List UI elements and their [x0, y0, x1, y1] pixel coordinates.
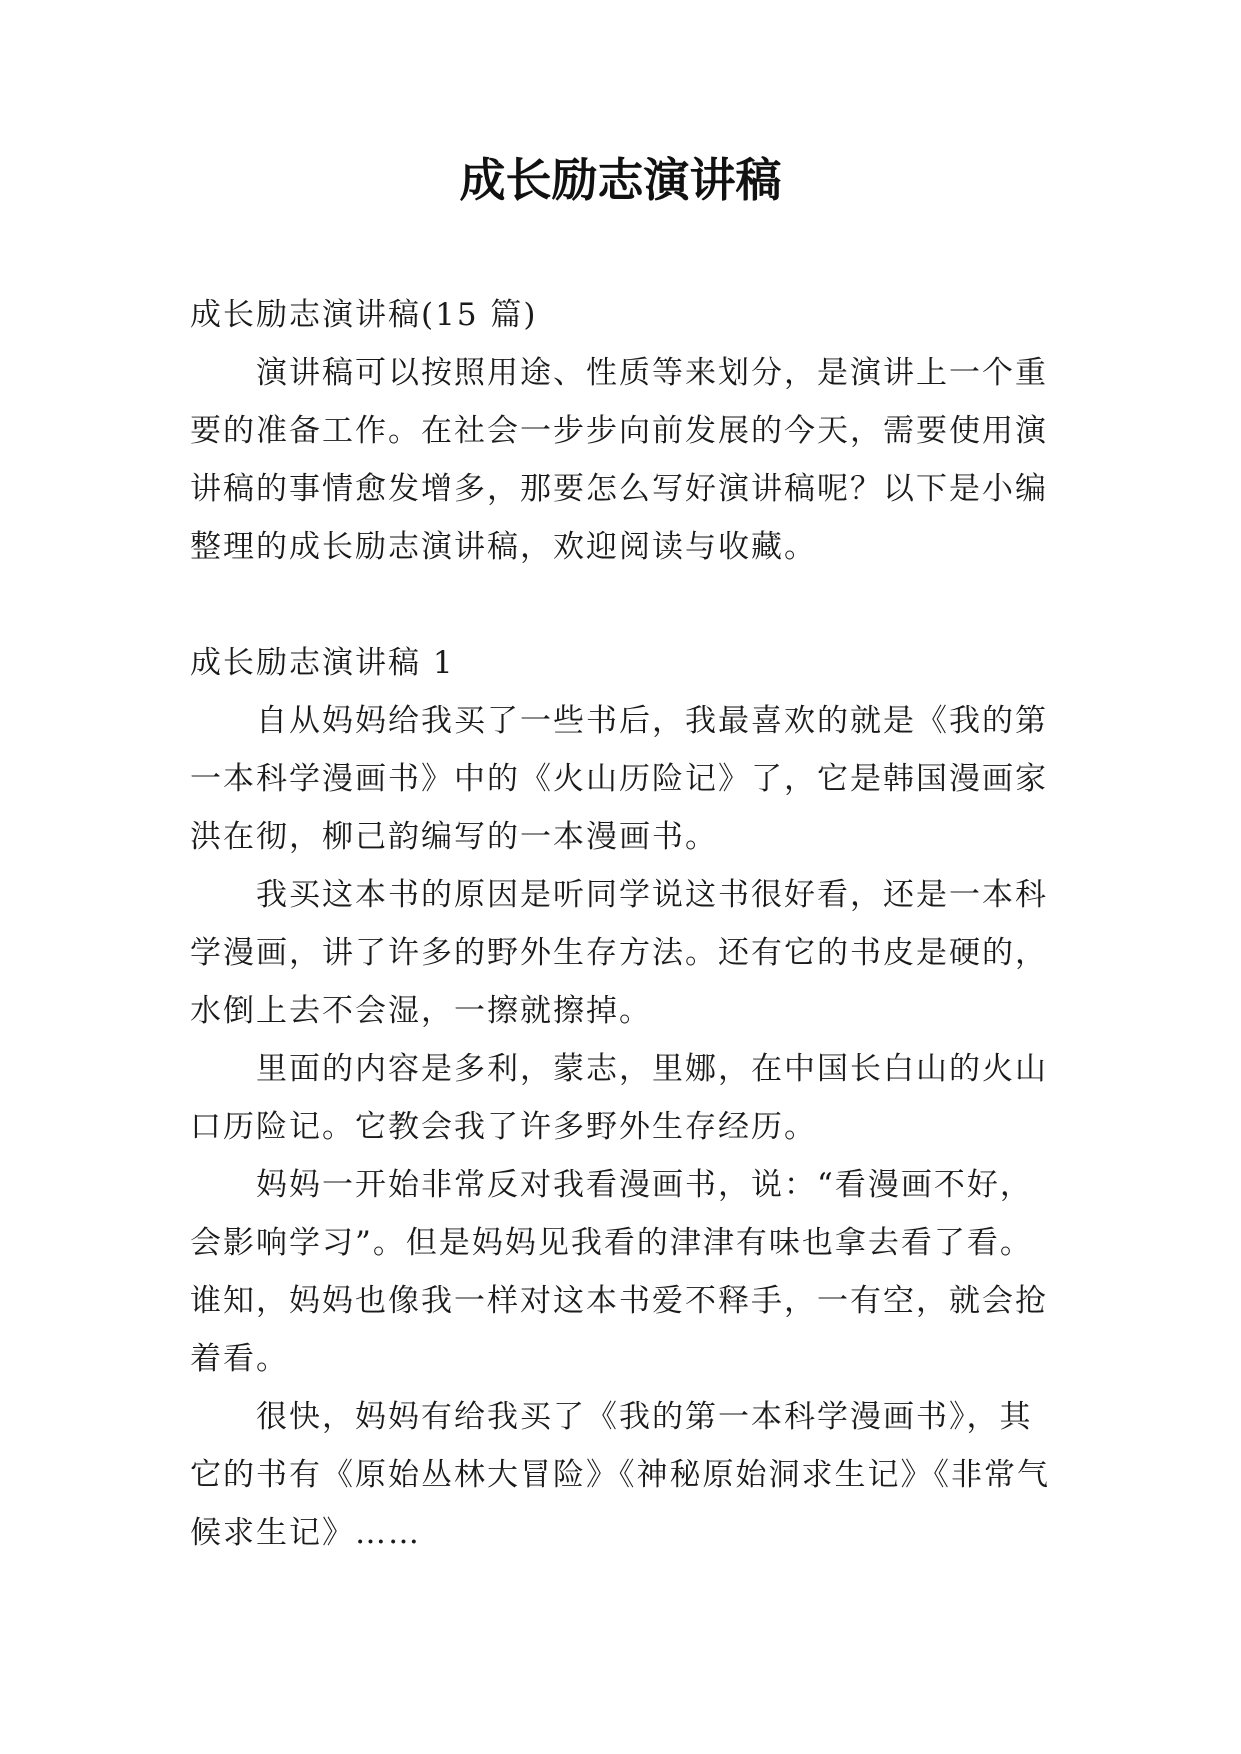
body-paragraph: 妈妈一开始非常反对我看漫画书，说：“看漫画不好，会影响学习”。但是妈妈见我看的津津有味也拿去看了看。谁知，妈妈也像我一样对这本书爱不释手，一有空，就会抢着看。: [190, 1167, 1048, 1377]
body-paragraph: 自从妈妈给我买了一些书后，我最喜欢的就是《我的第一本科学漫画书》中的《火山历险记》了，它是韩国漫画家洪在彻，柳己韵编写的一本漫画书。: [190, 703, 1048, 855]
body-paragraph: 我买这本书的原因是听同学说这书很好看，还是一本科学漫画，讲了许多的野外生存方法。还有它的书皮是硬的，水倒上去不会湿，一擦就擦掉。: [190, 877, 1048, 1029]
intro-paragraph: 演讲稿可以按照用途、性质等来划分，是演讲上一个重要的准备工作。在社会一步步向前发展的今天，需要使用演讲稿的事情愈发增多，那要怎么写好演讲稿呢？以下是小编整理的成长励志演讲稿，欢迎阅读与收藏。: [190, 355, 1048, 565]
section-heading: 成长励志演讲稿 1: [190, 645, 455, 681]
section-spacer: [190, 576, 1056, 634]
document-body: [190, 286, 1056, 1562]
document-subtitle: 成长励志演讲稿(15 篇): [190, 297, 538, 333]
body-paragraph: 里面的内容是多利，蒙志，里娜，在中国长白山的火山口历险记。它教会我了许多野外生存经历。: [190, 1051, 1048, 1145]
body-paragraph: 很快，妈妈有给我买了《我的第一本科学漫画书》，其它的书有《原始丛林大冒险》《神秘原始洞求生记》《非常气候求生记》……: [190, 1399, 1050, 1551]
page-title: 成长励志演讲稿: [459, 153, 782, 207]
